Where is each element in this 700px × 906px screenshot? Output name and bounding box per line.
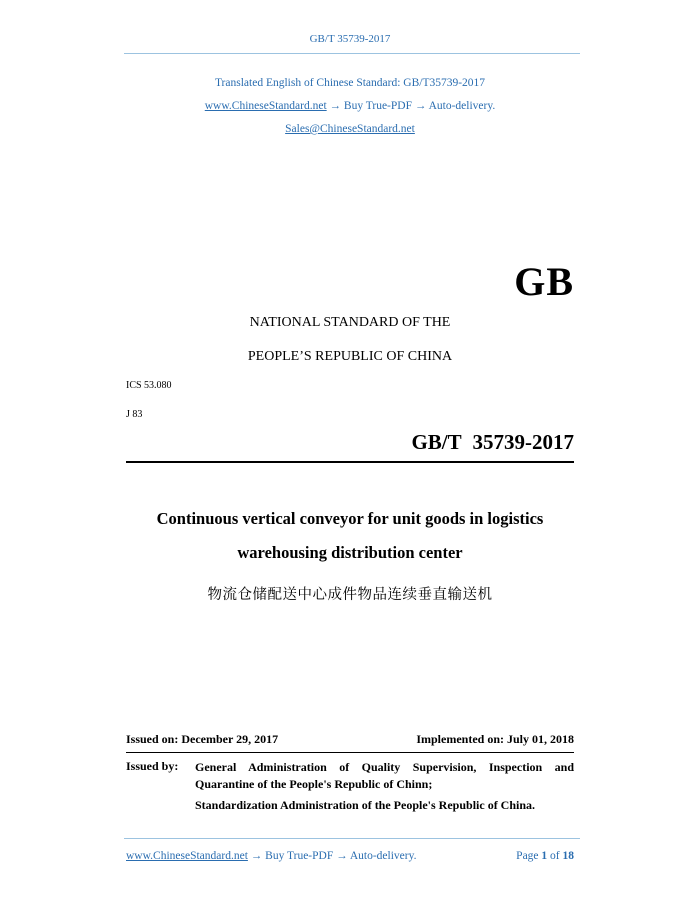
page-total: 18 [562,850,574,862]
footer-purchase-text: → Buy True-PDF → Auto-delivery. [247,850,417,862]
chinese-title: 物流仓储配送中心成件物品连续垂直输送机 [207,587,493,603]
site-link[interactable]: www.ChineseStandard.net [204,100,327,112]
issued-by-label: Issued by: [126,759,179,773]
email-line [0,123,700,135]
page-indicator [516,850,574,862]
header-standard-code: GB/T 35739-2017 [309,33,391,45]
page-of: of [550,850,560,862]
english-title-line-1: Continuous vertical conveyor for unit goods in logistics [156,509,544,528]
footer-purchase-line [126,850,416,862]
issued-date: Issued on: December 29, 2017 [126,732,279,746]
ics-code: ICS 53.080 [126,380,172,391]
page-label: Page [516,850,539,862]
issuing-org-2: Standardization Administration of the People's Republic of China. [195,798,536,812]
purchase-text: → Buy True-PDF → Auto-delivery. [326,100,496,112]
standard-number: GB/T 35739-2017 [411,430,574,454]
header-divider [124,53,580,54]
national-standard-heading: NATIONAL STANDARD OF THE [249,315,451,330]
email-link[interactable]: Sales@ChineseStandard.net [285,123,415,135]
title-rule [126,461,574,463]
footer-divider [124,838,580,839]
page-current: 1 [541,850,548,862]
ccs-code: J 83 [126,409,143,420]
issuing-org-1: General Administration of Quality Supervision, Inspection and Quarantine of the People's Republic of Chinn; [195,760,574,791]
english-title-line-2: warehousing distribution center [237,543,463,562]
dates-rule [126,752,574,753]
translation-notice-line: Translated English of Chinese Standard: GB/T35739-2017 [214,77,486,89]
footer-site-link[interactable]: www.ChineseStandard.net [126,850,248,862]
implemented-date: Implemented on: July 01, 2018 [416,732,574,746]
gb-mark: GB [514,259,574,304]
issuing-organizations [195,759,574,814]
translation-purchase-line [0,100,700,112]
country-heading: PEOPLE’S REPUBLIC OF CHINA [247,349,453,364]
